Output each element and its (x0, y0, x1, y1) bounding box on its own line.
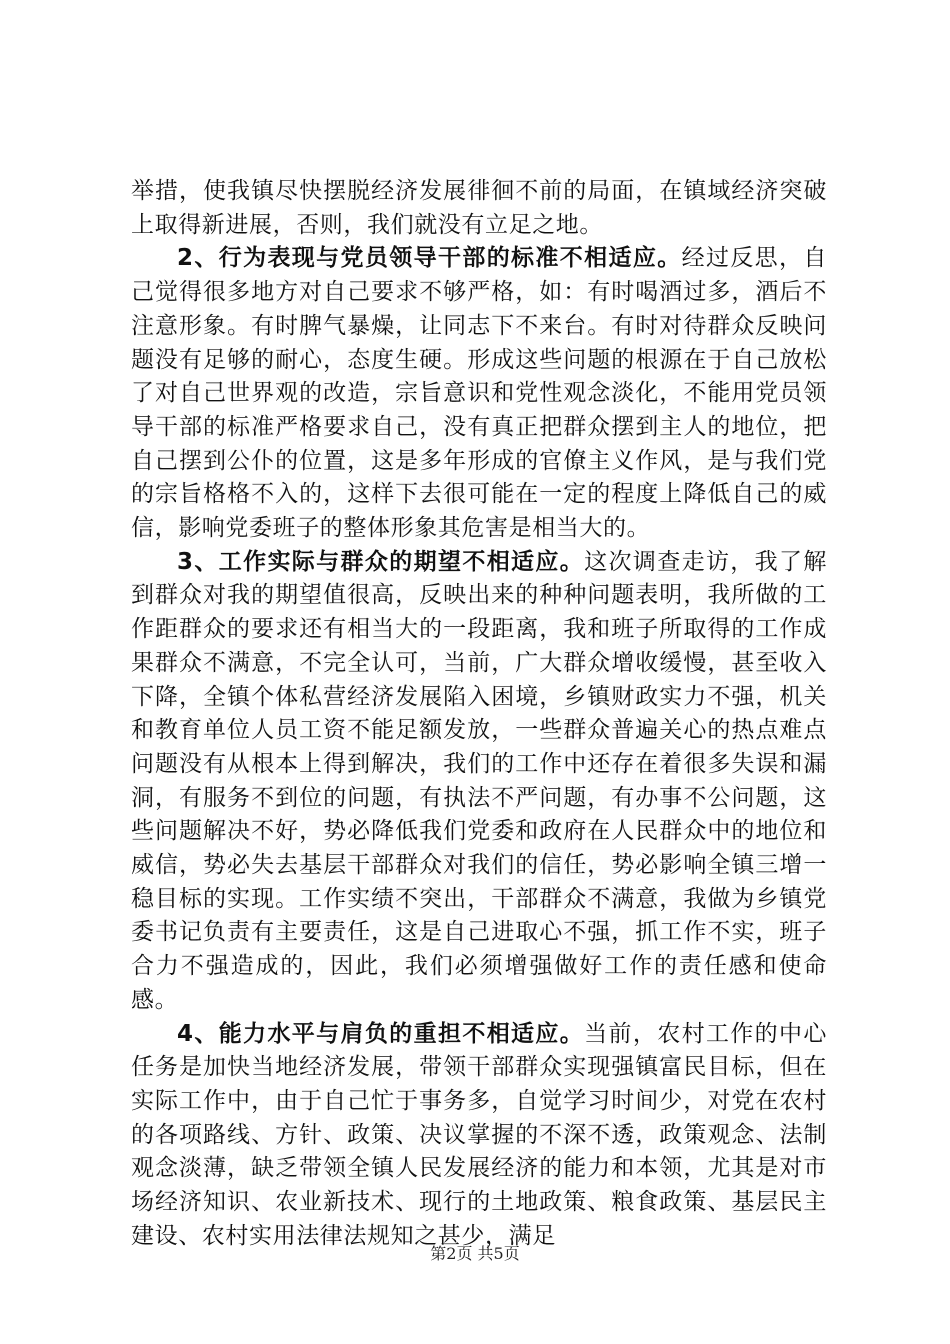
paragraph-item-4 (131, 1018, 827, 1254)
paragraph-item-3 (131, 546, 827, 1018)
paragraph-continuation (131, 175, 827, 242)
paragraph-text: 举措，使我镇尽快摆脱经济发展徘徊不前的局面，在镇域经济突破上取得新进展，否则，我们就没有立足之地。 (131, 178, 827, 238)
page-number-label: 第2页 共5页 (430, 1244, 520, 1263)
paragraph-text: 这次调查走访，我了解到群众对我的期望值很高，反映出来的种种问题表明，我所做的工作距群众的要求还有相当大的一段距离，我和班子所取得的工作成果群众不满意，不完全认可，当前，广大群众增收缓慢，甚至收入下降，全镇个体私营经济发展陷入困境，乡镇财政实力不强，机关和教育单位人员工资不能足额发放，一些群众普遍关心的热点难点问题没有从根本上得到解决，我们的工作中还存在着很多失误和漏洞，有服务不到位的问题，有执法不严问题，有办事不公问题，这些问题解决不好，势必降低我们党委和政府在人民群众中的地位和威信，势必失去基层干部群众对我们的信任，势必影响全镇三增一稳目标的实现。工作实绩不突出，干部群众不满意，我做为乡镇党委书记负责有主要责任，这是自己进取心不强，抓工作不实，班子合力不强造成的，因此，我们必须增强做好工作的责任感和使命感。 (131, 548, 827, 1013)
paragraph-heading: 3、工作实际与群众的期望不相适应。 (177, 548, 585, 575)
page-footer (0, 1244, 950, 1264)
paragraph-text: 经过反思，自己觉得很多地方对自己要求不够严格，如：有时喝酒过多，酒后不注意形象。有时脾气暴燥，让同志下不来台。有时对待群众反映问题没有足够的耐心，态度生硬。形成这些问题的根源在于自己放松了对自己世界观的改造，宗旨意识和党性观念淡化，不能用党员领导干部的标准严格要求自己，没有真正把群众摆到主人的地位，把自己摆到公仆的位置，这是多年形成的官僚主义作风，是与我们党的宗旨格格不入的，这样下去很可能在一定的程度上降低自己的威信，影响党委班子的整体形象其危害是相当大的。 (131, 245, 827, 542)
document-body (131, 175, 827, 1254)
paragraph-heading: 4、能力水平与肩负的重担不相适应。 (177, 1020, 585, 1047)
paragraph-heading: 2、行为表现与党员领导干部的标准不相适应。 (177, 245, 682, 272)
paragraph-item-2 (131, 242, 827, 545)
paragraph-text: 当前，农村工作的中心任务是加快当地经济发展，带领干部群众实现强镇富民目标，但在实际工作中，由于自己忙于事务多，自觉学习时间少，对党在农村的各项路线、方针、政策、决议掌握的不深不透，政策观念、法制观念淡薄，缺乏带领全镇人民发展经济的能力和本领，尤其是对市场经济知识、农业新技术、现行的土地政策、粮食政策、基层民主建设、农村实用法律法规知之甚少，满足 (131, 1020, 827, 1249)
